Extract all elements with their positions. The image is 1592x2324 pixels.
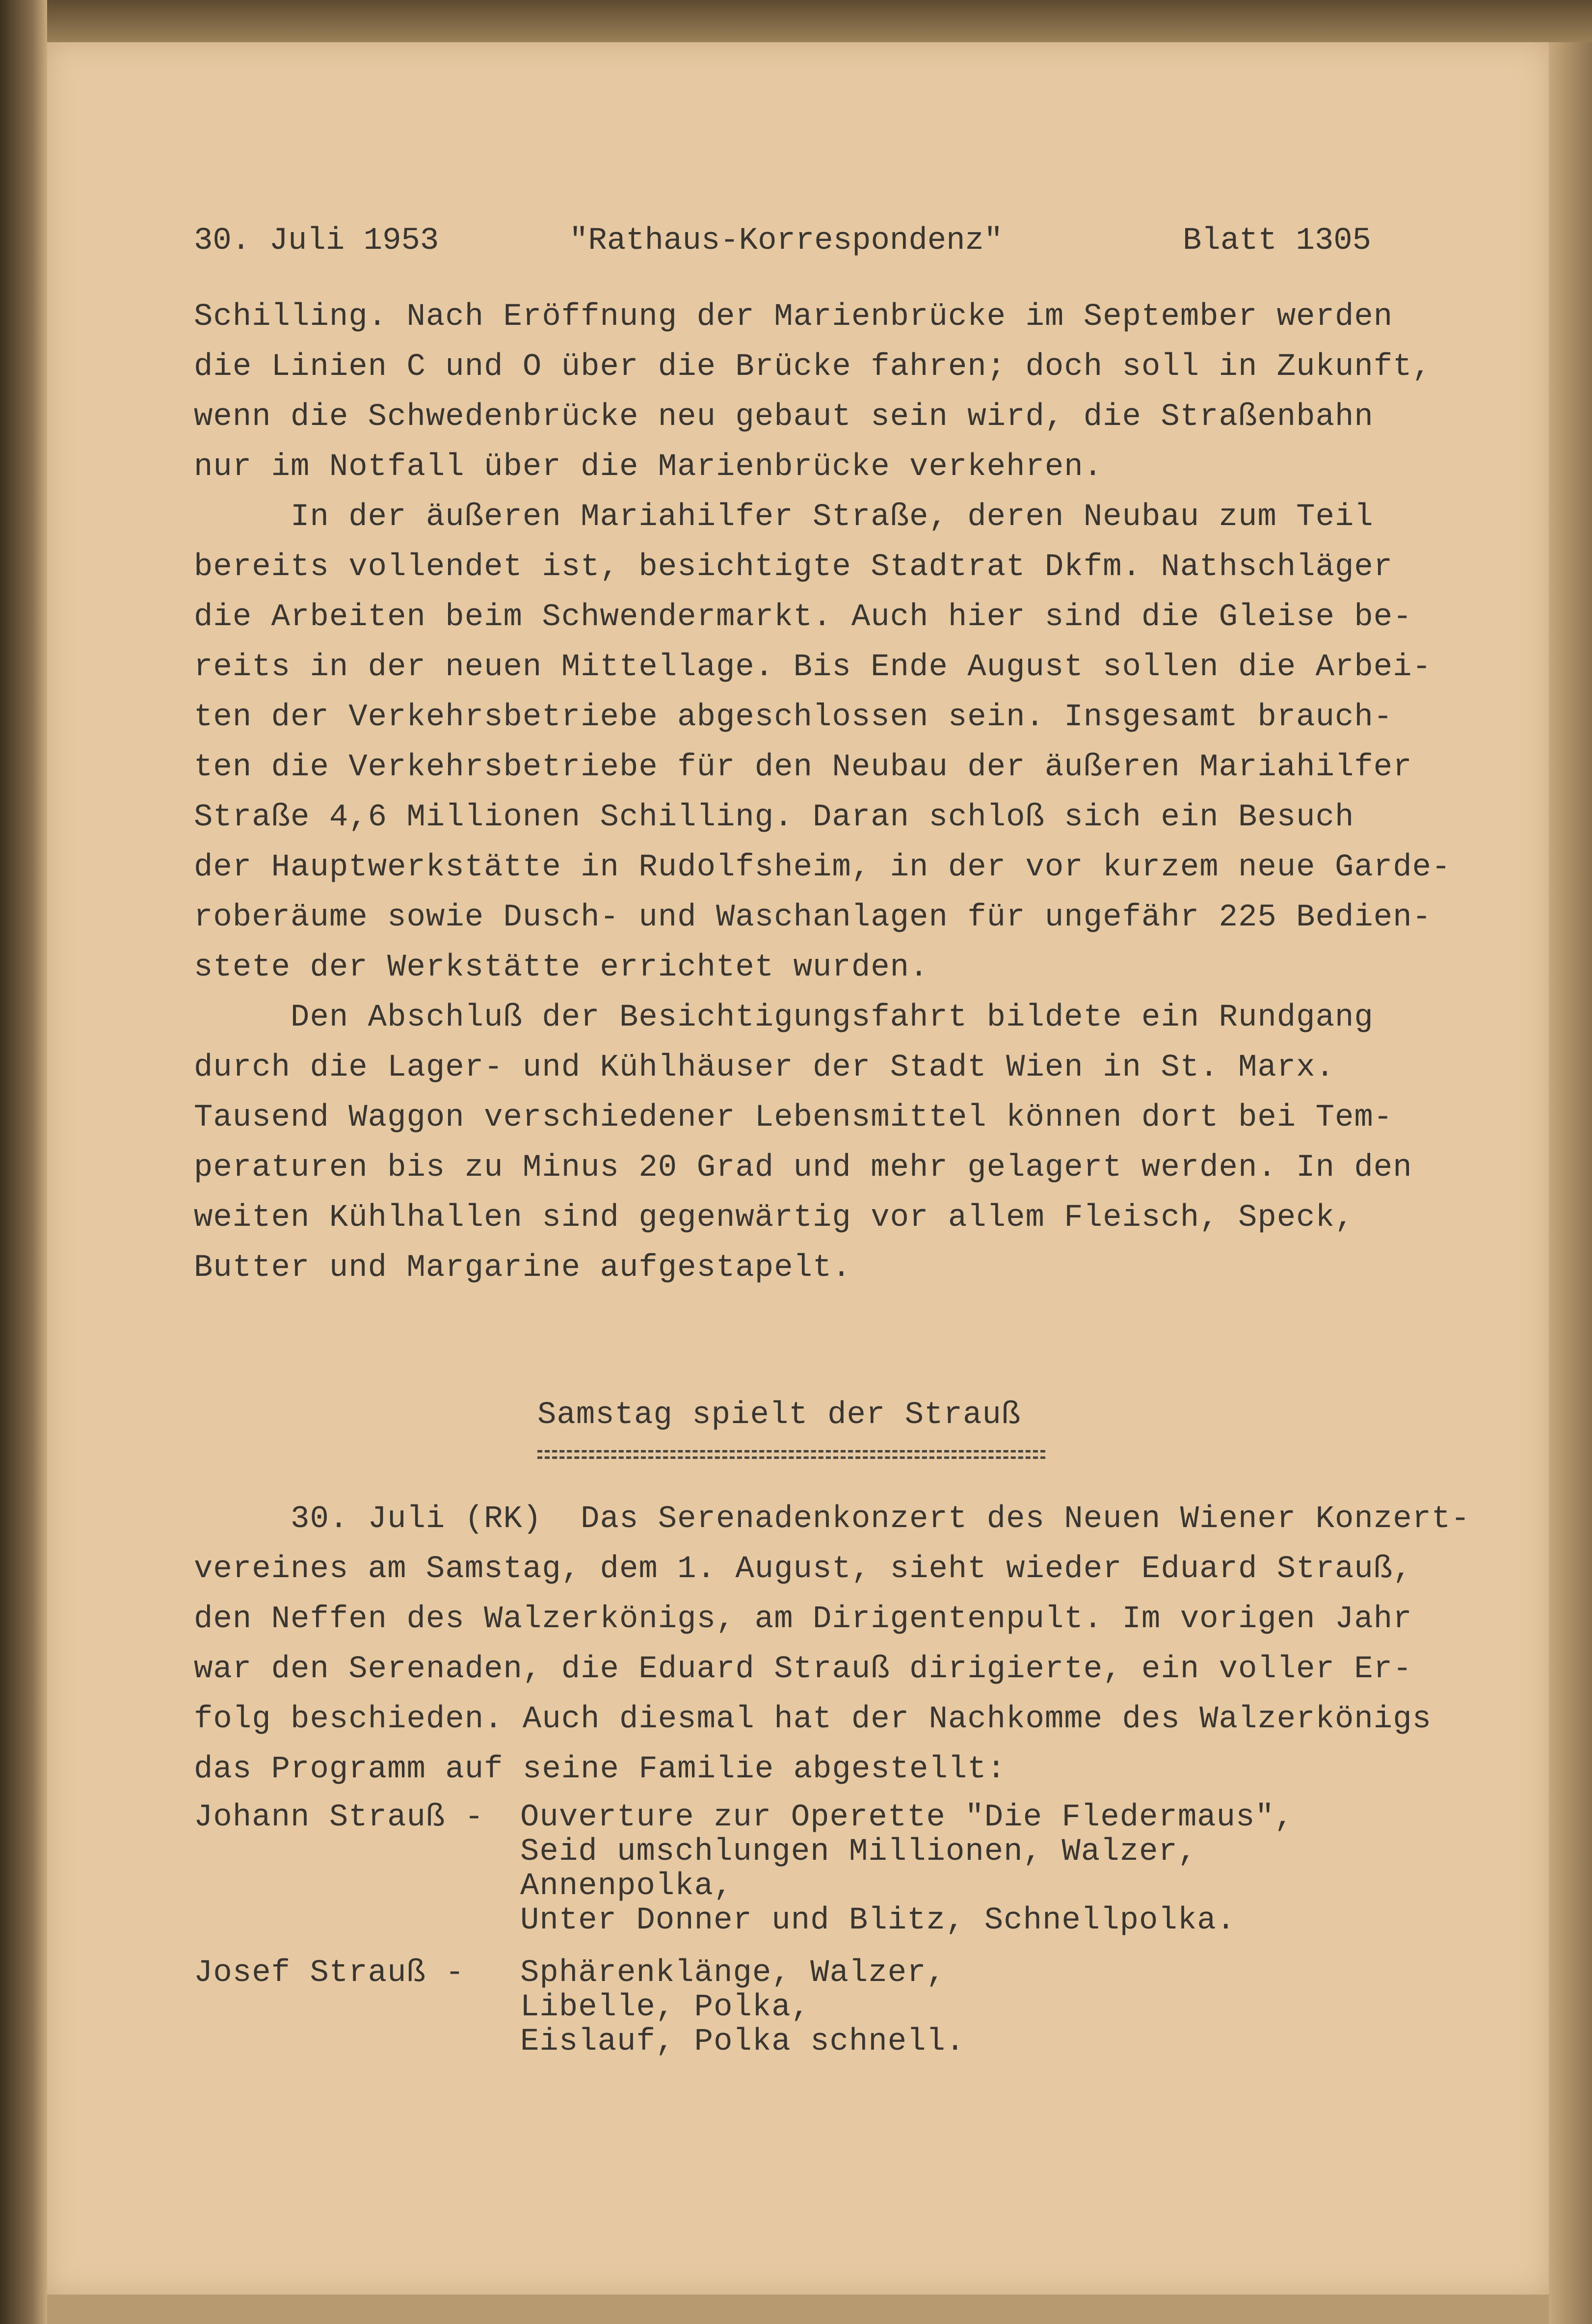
- text-line: die Arbeiten beim Schwendermarkt. Auch hier sind die Gleise be-: [194, 600, 1412, 635]
- program-work: Unter Donner und Blitz, Schnellpolka.: [520, 1903, 1236, 1938]
- header-publication: "Rathaus-Korrespondenz": [569, 223, 1003, 259]
- scan-bottom-edge: [47, 2295, 1549, 2324]
- header-sheet: Blatt 1305: [1183, 223, 1372, 259]
- section-title-double-underline: [537, 1450, 1045, 1459]
- text-line: stete der Werkstätte errichtet wurden.: [194, 950, 929, 985]
- text-line: 30. Juli (RK) Das Serenadenkonzert des Neuen Wiener Konzert-: [194, 1502, 1470, 1537]
- paragraph-3: [194, 1000, 1412, 1286]
- text-line: Butter und Margarine aufgestapelt.: [194, 1250, 851, 1286]
- paragraph-1: [194, 299, 1432, 485]
- text-line: folg beschieden. Auch diesmal hat der Nachkomme des Walzerkönigs: [194, 1702, 1432, 1737]
- text-line: roberäume sowie Dusch- und Waschanlagen für ungefähr 225 Bedien-: [194, 900, 1432, 935]
- text-line: das Programm auf seine Familie abgestellt:: [194, 1752, 1007, 1787]
- header-date: 30. Juli 1953: [194, 223, 439, 259]
- text-line: In der äußeren Mariahilfer Straße, deren Neubau zum Teil: [194, 500, 1374, 535]
- text-line: den Neffen des Walzerkönigs, am Dirigentenpult. Im vorigen Jahr: [194, 1602, 1412, 1637]
- text-line: war den Serenaden, die Eduard Strauß dirigierte, ein voller Er-: [194, 1652, 1412, 1687]
- text-line: peraturen bis zu Minus 20 Grad und mehr gelagert werden. In den: [194, 1150, 1412, 1186]
- text-line: wenn die Schwedenbrücke neu gebaut sein wird, die Straßenbahn: [194, 399, 1374, 435]
- text-line: durch die Lager- und Kühlhäuser der Stadt Wien in St. Marx.: [194, 1050, 1335, 1085]
- text-line: Den Abschluß der Besichtigungsfahrt bildete ein Rundgang: [194, 1000, 1374, 1035]
- program-work: Sphärenklänge, Walzer,: [520, 1955, 946, 1991]
- program-composer-1: Johann Strauß -: [194, 1800, 484, 1835]
- paragraph-2: [194, 500, 1451, 985]
- text-line: reits in der neuen Mittellage. Bis Ende August sollen die Arbei-: [194, 650, 1432, 685]
- program-works-2: [520, 1955, 965, 2097]
- program-work: Libelle, Polka,: [520, 1990, 811, 2025]
- text-line: nur im Notfall über die Marienbrücke verkehren.: [194, 449, 1103, 485]
- text-line: die Linien C und O über die Brücke fahren; doch soll in Zukunft,: [194, 349, 1432, 385]
- text-line: Tausend Waggon verschiedener Lebensmittel können dort bei Tem-: [194, 1100, 1393, 1136]
- text-line: ten die Verkehrsbetriebe für den Neubau der äußeren Mariahilfer: [194, 750, 1412, 785]
- section-title: Samstag spielt der Strauß: [537, 1398, 1021, 1433]
- program-work: Seid umschlungen Millionen, Walzer,: [520, 1834, 1197, 1870]
- program-work: Ouverture zur Operette "Die Fledermaus",: [520, 1800, 1294, 1835]
- program-work: Annenpolka,: [520, 1869, 733, 1904]
- text-line: bereits vollendet ist, besichtigte Stadtrat Dkfm. Nathschläger: [194, 550, 1393, 585]
- program-work: Eislauf, Polka schnell.: [520, 2024, 965, 2060]
- scan-top-edge: [47, 0, 1592, 42]
- text-line: Schilling. Nach Eröffnung der Marienbrücke im September werden: [194, 299, 1393, 335]
- paragraph-4: [194, 1502, 1470, 1787]
- text-line: Straße 4,6 Millionen Schilling. Daran schloß sich ein Besuch: [194, 800, 1354, 835]
- text-line: weiten Kühlhallen sind gegenwärtig vor allem Fleisch, Speck,: [194, 1200, 1354, 1236]
- text-line: vereines am Samstag, dem 1. August, sieht wieder Eduard Strauß,: [194, 1552, 1412, 1587]
- scan-right-edge: [1549, 42, 1592, 2324]
- text-line: ten der Verkehrsbetriebe abgeschlossen sein. Insgesamt brauch-: [194, 700, 1393, 735]
- text-line: der Hauptwerkstätte in Rudolfsheim, in der vor kurzem neue Garde-: [194, 850, 1451, 885]
- program-composer-2: Josef Strauß -: [194, 1955, 465, 1991]
- book-spine: [0, 0, 47, 2324]
